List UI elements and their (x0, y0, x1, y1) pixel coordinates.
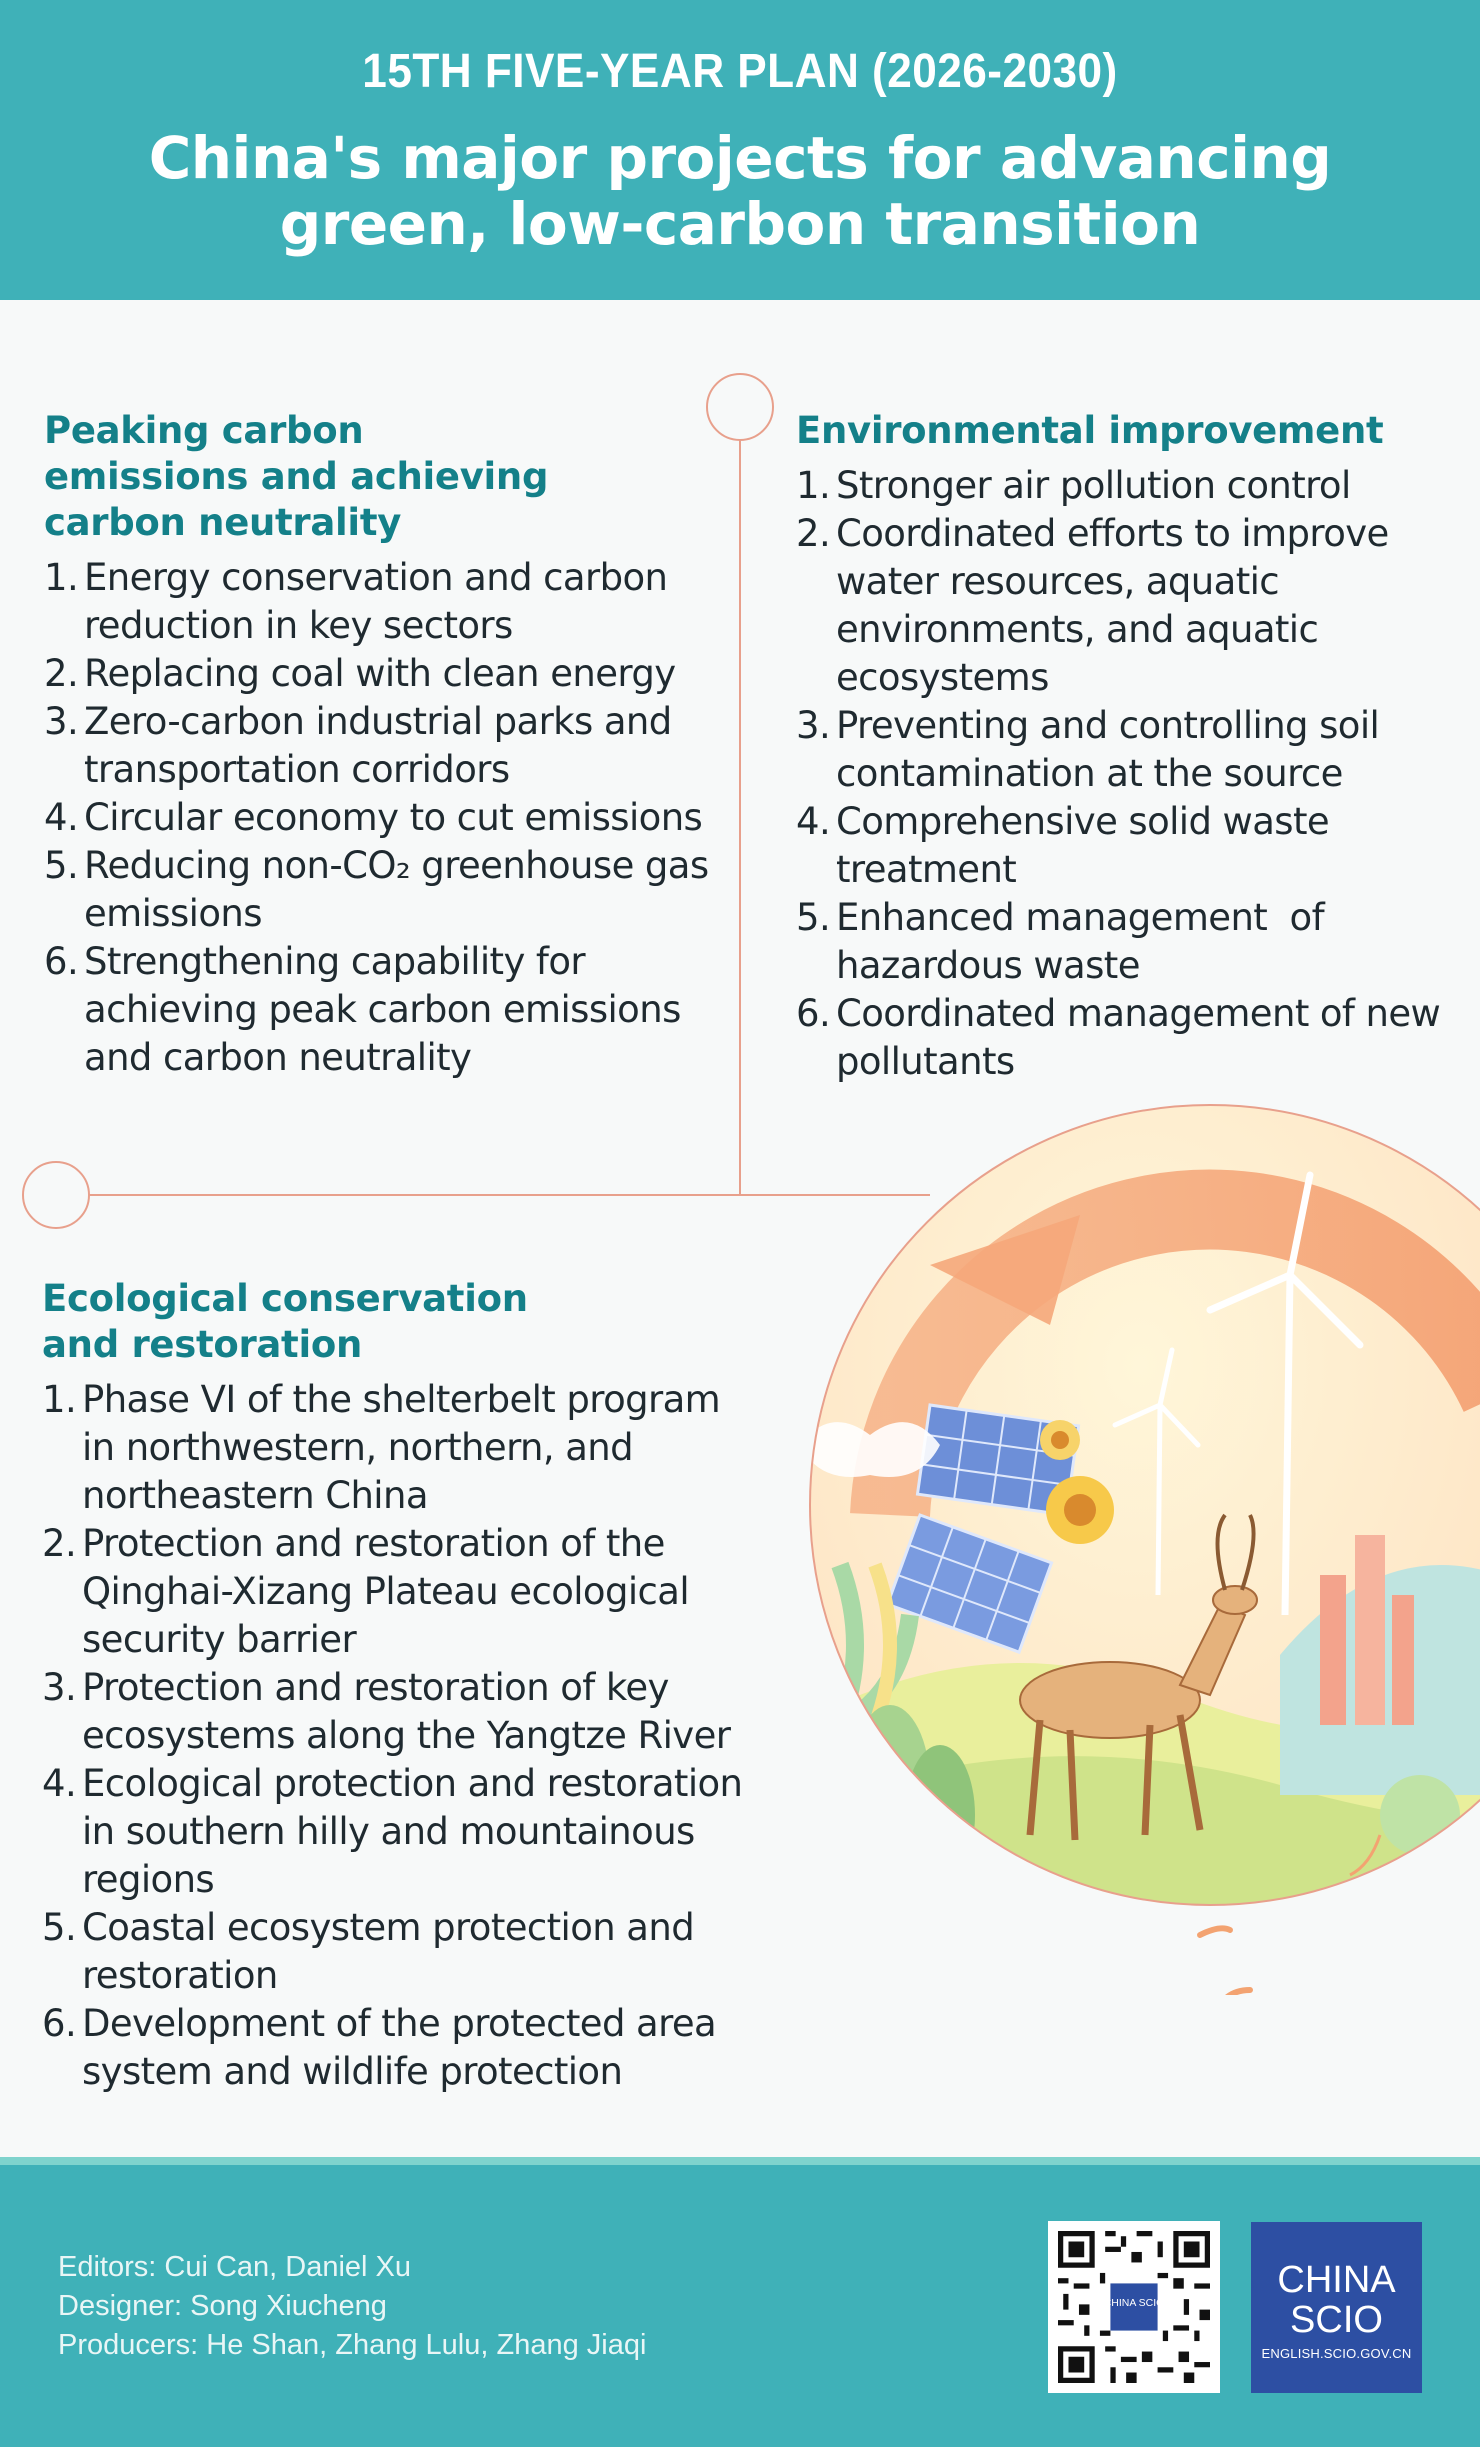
list-item-text-line: Comprehensive solid waste (836, 800, 1330, 843)
list-item-text-line: reduction in key sectors (84, 604, 513, 647)
list-item (42, 1664, 762, 1760)
list-item-text-line: Replacing coal with clean energy (84, 652, 676, 695)
list-item-number: 4. (44, 796, 79, 839)
list-item (44, 650, 744, 698)
list-item-text-line: Coastal ecosystem protection and (82, 1906, 695, 1949)
list-item-text-line: Zero-carbon industrial parks and (84, 700, 672, 743)
title-line-2: green, low-carbon transition (279, 190, 1201, 258)
logo-line-1: CHINA (1277, 2259, 1396, 2301)
list-item (796, 510, 1466, 702)
section-heading-line: carbon neutrality (44, 501, 402, 544)
list-item-text-line: Protection and restoration of the (82, 1522, 665, 1565)
section-heading-line: Peaking carbon (44, 409, 364, 452)
list-item-text-line: Circular economy to cut emissions (84, 796, 703, 839)
list-item (44, 842, 744, 938)
section-heading-line: emissions and achieving (44, 455, 549, 498)
footer (0, 2165, 1480, 2447)
list-item-text-line: Ecological protection and restoration (82, 1762, 743, 1805)
page-title (0, 125, 1480, 257)
section-peaking-carbon (44, 408, 744, 1082)
list-item-text-line: Reducing non-CO₂ greenhouse gas (84, 844, 709, 887)
credits (58, 2248, 646, 2365)
list-item-text-line: pollutants (836, 1040, 1015, 1083)
item-list (796, 462, 1466, 1086)
section-ecological-conservation (42, 1276, 762, 2096)
list-item-number: 3. (796, 704, 831, 747)
list-item-text-line: Development of the protected area (82, 2002, 717, 2045)
list-item (42, 2000, 762, 2096)
green-transition-illustration (780, 1095, 1480, 1995)
list-item-number: 5. (44, 844, 79, 887)
editors-credit: Editors: Cui Can, Daniel Xu (58, 2251, 411, 2283)
list-item-number: 4. (42, 1762, 77, 1805)
list-item-text-line: in northwestern, northern, and (82, 1426, 634, 1469)
list-item-text-line: Enhanced management of (836, 896, 1324, 939)
list-item-text-line: security barrier (82, 1618, 357, 1661)
list-item (42, 1376, 762, 1520)
item-list (42, 1376, 762, 2096)
list-item-text-line: Energy conservation and carbon (84, 556, 668, 599)
section-heading (42, 1276, 762, 1368)
footer-divider (0, 2157, 1480, 2165)
list-item-number: 5. (42, 1906, 77, 1949)
list-item-number: 6. (796, 992, 831, 1035)
china-scio-logo[interactable] (1251, 2222, 1422, 2393)
section-heading-line: and restoration (42, 1323, 362, 1366)
list-item-text-line: Protection and restoration of key (82, 1666, 669, 1709)
section-environmental-improvement (796, 408, 1466, 1086)
list-item-text-line: transportation corridors (84, 748, 510, 791)
qr-code[interactable] (1048, 2221, 1220, 2393)
list-item-text-line: treatment (836, 848, 1017, 891)
section-heading-line: Ecological conservation (42, 1277, 528, 1320)
list-item-text-line: Coordinated efforts to improve (836, 512, 1389, 555)
list-item (796, 702, 1466, 798)
list-item-number: 1. (796, 464, 831, 507)
section-heading-line: Environmental improvement (796, 409, 1384, 452)
list-item-text-line: northeastern China (82, 1474, 428, 1517)
section-heading (796, 408, 1466, 454)
list-item (44, 794, 744, 842)
list-item-text-line: achieving peak carbon emissions (84, 988, 681, 1031)
left-connector-circle (23, 1162, 89, 1228)
list-item (796, 990, 1466, 1086)
list-item-number: 6. (42, 2002, 77, 2045)
list-item-number: 4. (796, 800, 831, 843)
logo-url: ENGLISH.SCIO.GOV.CN (1261, 2346, 1412, 2361)
list-item-number: 6. (44, 940, 79, 983)
list-item (796, 462, 1466, 510)
list-item-text-line: restoration (82, 1954, 278, 1997)
list-item-number: 3. (44, 700, 79, 743)
list-item-text-line: ecosystems (836, 656, 1049, 699)
logo-line-2: SCIO (1290, 2299, 1383, 2341)
item-list (44, 554, 744, 1082)
list-item-number: 2. (44, 652, 79, 695)
list-item-text-line: Qinghai-Xizang Plateau ecological (82, 1570, 690, 1613)
title-line-1: China's major projects for advancing (148, 124, 1332, 192)
designer-credit: Designer: Song Xiucheng (58, 2290, 387, 2322)
plan-kicker: 15TH FIVE-YEAR PLAN (2026-2030) (362, 45, 1118, 98)
list-item-number: 5. (796, 896, 831, 939)
list-item (44, 554, 744, 650)
list-item-text-line: hazardous waste (836, 944, 1140, 987)
list-item (42, 1904, 762, 2000)
qr-center-label: CHINA SCIO (1103, 2297, 1165, 2309)
header-banner (0, 0, 1480, 300)
list-item-text-line: Stronger air pollution control (836, 464, 1351, 507)
list-item-text-line: environments, and aquatic (836, 608, 1319, 651)
list-item-number: 2. (42, 1522, 77, 1565)
list-item (42, 1520, 762, 1664)
list-item (796, 798, 1466, 894)
list-item-text-line: emissions (84, 892, 262, 935)
list-item (44, 938, 744, 1082)
list-item-number: 1. (42, 1378, 77, 1421)
list-item (796, 894, 1466, 990)
list-item-text-line: Preventing and controlling soil (836, 704, 1380, 747)
list-item-text-line: Coordinated management of new (836, 992, 1441, 1035)
qr-code-pattern (1058, 2231, 1210, 2383)
list-item-text-line: water resources, aquatic (836, 560, 1280, 603)
list-item-text-line: Strengthening capability for (84, 940, 585, 983)
list-item-number: 3. (42, 1666, 77, 1709)
list-item (42, 1760, 762, 1904)
list-item-text-line: system and wildlife protection (82, 2050, 623, 2093)
list-item-text-line: Phase VI of the shelterbelt program (82, 1378, 721, 1421)
list-item-text-line: in southern hilly and mountainous (82, 1810, 695, 1853)
section-heading (44, 408, 744, 546)
list-item-text-line: contamination at the source (836, 752, 1343, 795)
list-item-text-line: ecosystems along the Yangtze River (82, 1714, 731, 1757)
list-item-text-line: regions (82, 1858, 215, 1901)
list-item-number: 1. (44, 556, 79, 599)
list-item (44, 698, 744, 794)
list-item-text-line: and carbon neutrality (84, 1036, 472, 1079)
producers-credit: Producers: He Shan, Zhang Lulu, Zhang Jiaqi (58, 2329, 647, 2361)
list-item-number: 2. (796, 512, 831, 555)
